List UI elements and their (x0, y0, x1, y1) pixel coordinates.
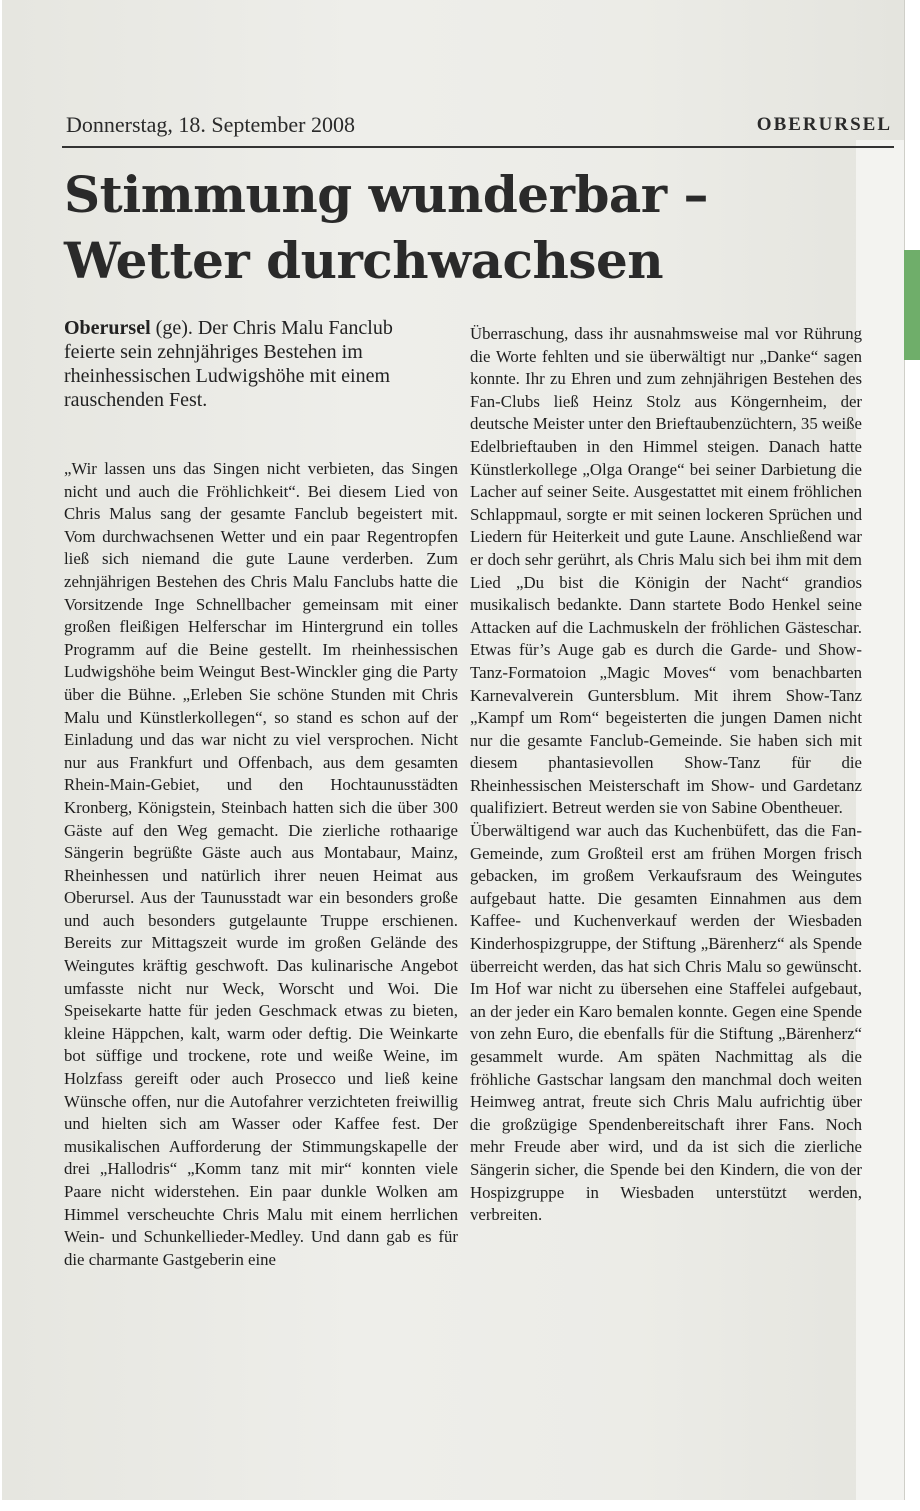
headline-line-2: Wetter durchwachsen (64, 231, 664, 290)
article-lead (64, 316, 394, 412)
article-headline (64, 162, 864, 294)
article-column-right (470, 323, 862, 1227)
lead-text: (ge). Der Chris Malu Fanclub feierte sein zehnjähriges Bestehen im rheinhessischen Ludwigshöhe mit einem rauschenden Fest. (64, 317, 393, 411)
torn-edge (856, 140, 904, 1500)
paragraph: Überwältigend war auch das Kuchenbüfett, das die Fan-Gemeinde, zum Großteil erst am frühen Morgen frisch gebacken, im großem Verkaufsraum des Weingutes aufgebaut hatte. Die gesamten Einnahmen aus dem Kaffee- und Kuchenverkauf werden der Wiesbaden Kinderhospizgruppe, der Stiftung „Bärenherz“ als Spende überreicht werden, das hat sich Chris Malu so gewünscht. Im Hof war nicht zu übersehen eine Staffelei aufgebaut, an der jeder ein Karo bemalen konnte. Gegen eine Spende von zehn Euro, die ebenfalls für die Stiftung „Bärenherz“ gesammelt wurde. Am späten Nachmittag als die fröhliche Gastschar langsam den manchmal doch weiten Heimweg antrat, freute sich Chris Malu aufrichtig über die großzügige Spendenbereitschaft ihrer Fans. Noch mehr Freude aber wird, und da ist sich die zierliche Sängerin sicher, die Spende bei den Kindern, die von der Hospizgruppe in Wiesbaden unterstützt werden, verbreiten. (470, 821, 862, 1225)
paragraph: „Wir lassen uns das Singen nicht verbieten, das Singen nicht und auch die Fröhlichkeit“. Bei diesem Lied von Chris Malus sang der gesamte Fanclub begeistert mit. Vom durchwachsenen Wetter und ein paar Regentropfen ließ sich niemand die gute Laune verderben. Zum zehnjährigen Bestehen des Chris Malu Fanclubs hatte die Vorsitzende Inge Schnellbacher gemeinsam mit einer großen fleißigen Helferschar im Hintergrund ein tolles Programm auf die Beine gestellt. Im rheinhessischen Ludwigshöhe beim Weingut Best-Winckler ging die Party über die Bühne. „Erleben Sie schöne Stunden mit Chris Malu und Künstlerkollegen“, so stand es schon auf der Einladung und das war nicht zu viel versprochen. Nicht nur aus Frankfurt und Offenbach, aus dem gesamten Rhein-Main-Gebiet, und den Hochtaunusstädten Kronberg, Königstein, Steinbach hatten sich die über 300 Gäste auf den Weg gemacht. Die zierliche rothaarige Sängerin begrüßte Gäste auch aus Montabaur, Mainz, Rheinhessen und natürlich ihrer neuen Heimat aus Oberursel. Aus der Taunusstadt war ein besonders große und auch besonders gutgelaunte Truppe erschienen. Bereits zur Mittagszeit wurde im großen Gelände des Weingutes kräftig geschwoft. Das kulinarische Angebot umfasste nicht nur Weck, Worscht und Woi. Die Speisekarte hatte für jeden Geschmack etwas zu bieten, kleine Häppchen, kalt, warm oder deftig. Die Weinkarte bot süffige und trockene, rote und weiße Weine, im Holzfass gereift oder auch Prosecco und ließ keine Wünsche offen, nur die Autofahrer verzichteten freiwillig und hielten sich am Wasser oder Kaffee fest. Der musikalischen Aufforderung der Stimmungskapelle der drei „Hallodris“ „Komm tanz mit mir“ konnten viele Paare nicht widerstehen. Ein paar dunkle Wolken am Himmel verscheuchte Chris Malu mit einem herrlichen Wein- und Schunkellieder-Medley. Und dann gab es für die charmante Gastgeberin eine (64, 459, 458, 1269)
paragraph: Überraschung, dass ihr ausnahmsweise mal vor Rührung die Worte fehlten und sie überwältigt nur „Danke“ sagen konnte. Ihr zu Ehren und zum zehnjährigen Bestehen des Fan-Clubs ließ Heinz Stolz aus Köngernheim, der deutsche Meister unter den Brieftaubenzüchtern, 35 weiße Edelbrieftauben in den Himmel steigen. Danach hatte Künstlerkollege „Olga Orange“ bei seiner Darbietung die Lacher auf seiner Seite. Ausgestattet mit einem fröhlichen Schlappmaul, sorgte er mit seinen lockeren Sprüchen und Liedern für Heiterkeit und gute Laune. Anschließend war er doch sehr gerührt, als Chris Malu sich bei ihm mit dem Lied „Du bist die Königin der Nacht“ grandios musikalisch bedankte. Dann startete Bodo Henkel seine Attacken auf die Lachmuskeln der fröhlichen Gästeschar. Etwas für’s Auge gab es durch die Garde- und Show-Tanz-Formatoion „Magic Moves“ vom benachbarten Karnevalverein Guntersblum. Mit ihrem Show-Tanz „Kampf um Rom“ begeisterten die jungen Damen nicht nur die gesamte Fanclub-Gemeinde. Sie haben sich mit diesem phantasievollen Show-Tanz für die Rheinhessischen Meisterschaft im Show- und Gardetanz qualifiziert. Betreut werden sie von Sabine Obentheuer. (470, 324, 862, 818)
issue-date: Donnerstag, 18. September 2008 (66, 112, 355, 137)
article-column-left (64, 458, 458, 1271)
lead-place: Oberursel (64, 317, 151, 339)
background-edge (904, 250, 920, 360)
headline-line-1: Stimmung wunderbar – (64, 165, 709, 224)
section-name: OBERURSEL (756, 114, 892, 135)
header-divider (62, 146, 894, 148)
